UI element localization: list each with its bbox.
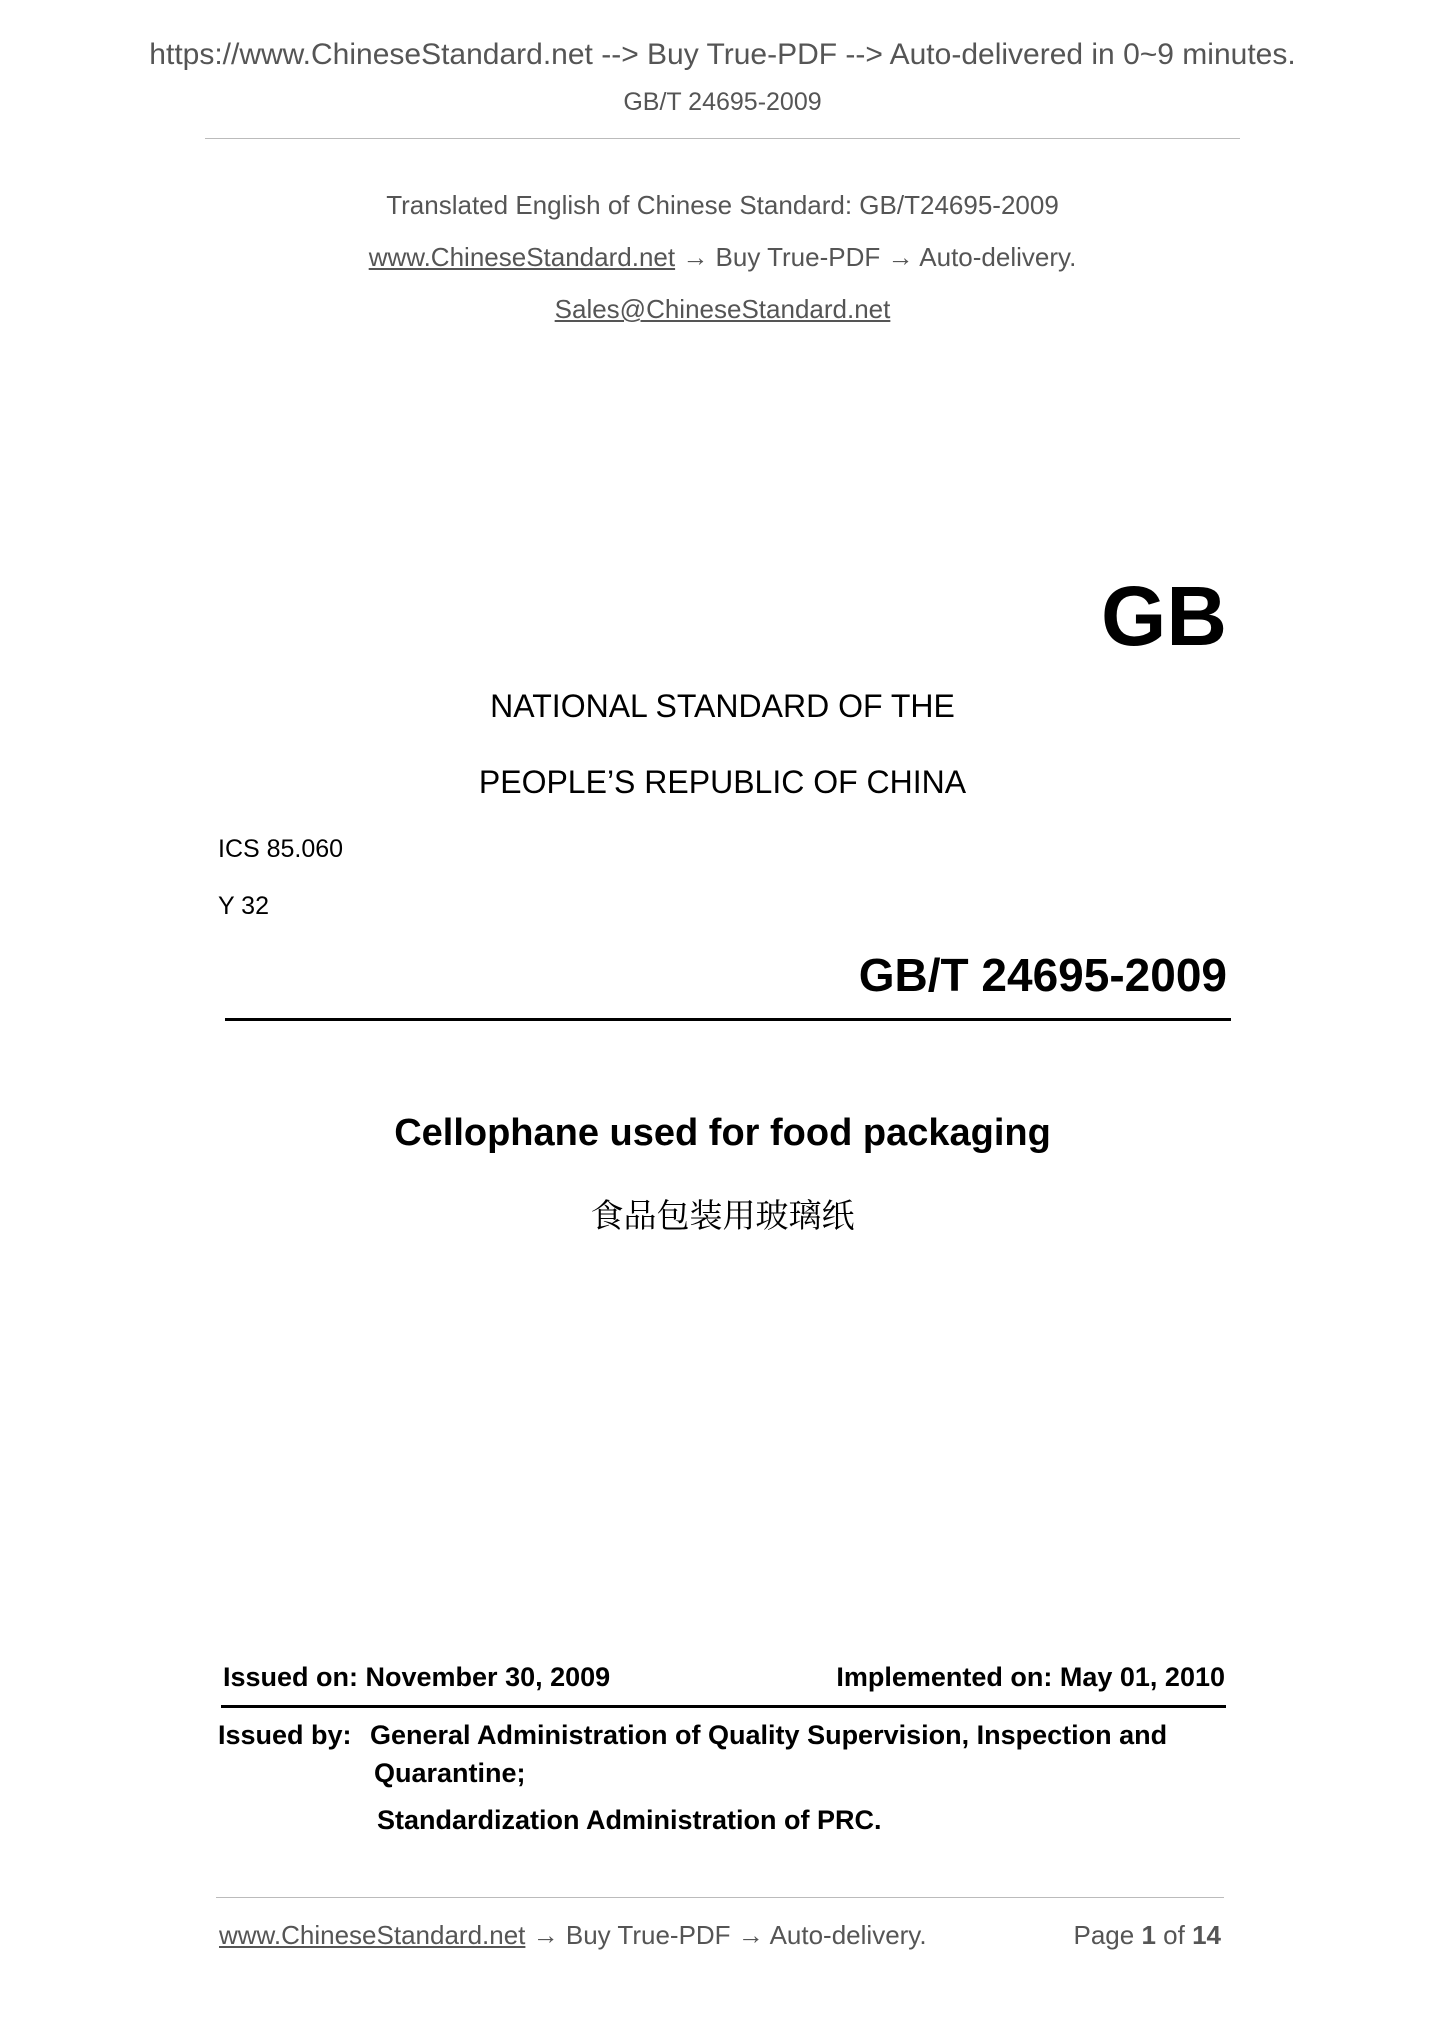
issued-by-label: Issued by: bbox=[218, 1720, 352, 1750]
header-divider bbox=[205, 138, 1240, 139]
header-doc-code: GB/T 24695-2009 bbox=[623, 88, 822, 116]
gb-mark: GB bbox=[1101, 569, 1227, 663]
issued-on: Issued on: November 30, 2009 bbox=[223, 1662, 611, 1692]
page-number: 1 bbox=[1141, 1920, 1156, 1950]
translated-line: Translated English of Chinese Standard: GB/T24695-2009 bbox=[386, 190, 1059, 220]
page-total: 14 bbox=[1192, 1920, 1221, 1950]
footer-divider bbox=[216, 1897, 1224, 1898]
intro-site-line bbox=[0, 242, 1445, 273]
title-english: Cellophane used for food packaging bbox=[394, 1112, 1051, 1154]
footer-site-suffix: → Buy True-PDF → Auto-delivery. bbox=[525, 1920, 927, 1950]
footer-site-link[interactable]: www.ChineseStandard.net bbox=[219, 1920, 526, 1950]
issuer-1-line2: Quarantine; bbox=[374, 1758, 526, 1788]
national-standard-line2: PEOPLE’S REPUBLIC OF CHINA bbox=[478, 764, 967, 800]
issuer-1-line1: General Administration of Quality Supervision, Inspection and bbox=[370, 1720, 1168, 1750]
issue-rule bbox=[221, 1705, 1226, 1708]
page-indicator bbox=[1073, 1920, 1221, 1951]
intro-email-link[interactable]: Sales@ChineseStandard.net bbox=[554, 294, 891, 324]
page-label: Page bbox=[1073, 1920, 1135, 1950]
intro-site-suffix: → Buy True-PDF → Auto-delivery. bbox=[675, 242, 1077, 272]
title-chinese: 食品包装用玻璃纸 bbox=[590, 1197, 855, 1234]
national-standard-line1: NATIONAL STANDARD OF THE bbox=[490, 688, 955, 724]
intro-site-link[interactable]: www.ChineseStandard.net bbox=[368, 242, 676, 272]
ics-code: ICS 85.060 bbox=[218, 835, 344, 863]
issuer-2: Standardization Administration of PRC. bbox=[377, 1805, 882, 1835]
footer-site-line bbox=[219, 1920, 927, 1951]
standard-number: GB/T 24695-2009 bbox=[858, 949, 1227, 1001]
of-label: of bbox=[1163, 1920, 1185, 1950]
intro-email-line bbox=[0, 294, 1445, 325]
implemented-on: Implemented on: May 01, 2010 bbox=[836, 1662, 1225, 1692]
header-top-line: https://www.ChineseStandard.net --> Buy True-PDF --> Auto-delivered in 0~9 minutes. bbox=[149, 38, 1296, 71]
standard-number-rule bbox=[225, 1018, 1231, 1021]
ccs-code: Y 32 bbox=[218, 892, 269, 920]
